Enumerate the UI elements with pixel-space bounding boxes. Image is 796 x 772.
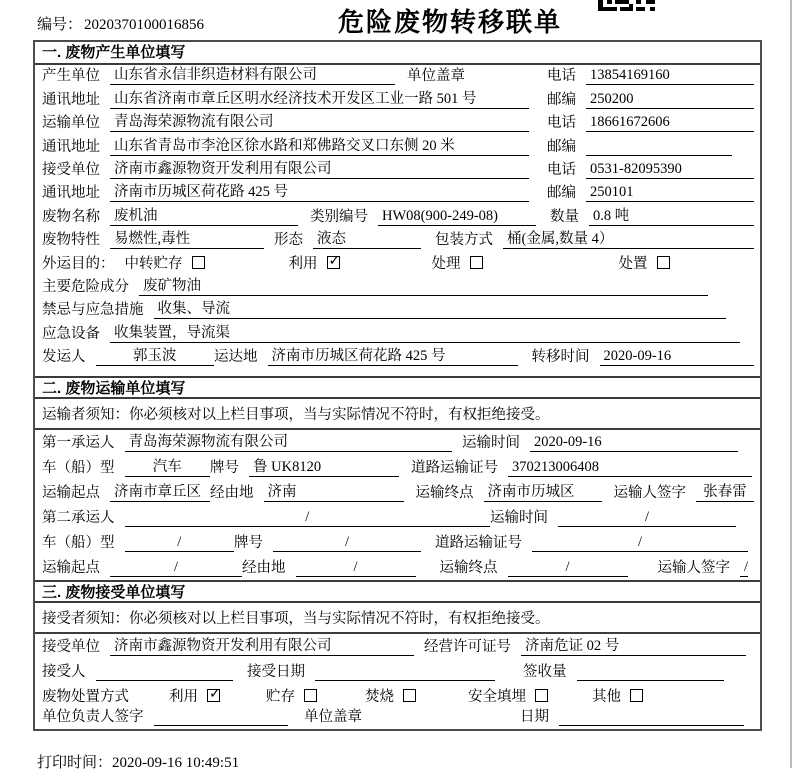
accepting-unit-row: [35, 634, 760, 659]
vehicle-row-1: [35, 455, 760, 480]
category-code-label: 类别编号: [310, 208, 368, 225]
consignor-label: 发运人: [42, 349, 86, 366]
section-2-header: 二. 废物运输单位填写: [35, 376, 760, 399]
transporter-group: [42, 110, 547, 132]
route-group-2: [42, 556, 242, 577]
disposal-option-utilize: [169, 685, 220, 706]
receiver-address-row: [35, 182, 760, 205]
second-carrier-row: [35, 505, 760, 530]
quantity-label: 数量: [550, 208, 579, 225]
taboo-measures-value: 收集、导流: [154, 297, 727, 319]
packing-label: 包装方式: [435, 232, 493, 249]
section-3-header: 三. 废物接受单位填写: [35, 580, 760, 603]
transport-time-value-2: /: [558, 509, 736, 527]
via-label-1: 经由地: [210, 485, 254, 502]
manifest-form-table: [33, 40, 762, 731]
purpose-option-utilize: [289, 252, 340, 273]
purpose-option-transfer-storage: [125, 252, 205, 273]
transport-time-value-1: 2020-09-16: [530, 434, 738, 452]
receiver-address-label: 通讯地址: [42, 185, 100, 202]
disposal-other-label: 其他: [592, 688, 621, 705]
date-value: [559, 708, 744, 726]
purpose-transfer-storage-label: 中转贮存: [124, 255, 183, 272]
purpose-option-treat: [432, 252, 483, 273]
second-carrier-label: 第二承运人: [42, 510, 115, 527]
purpose-transfer-storage-checkbox-icon: [192, 256, 205, 269]
destination-value: 济南市历城区荷花路 425 号: [268, 344, 518, 366]
unit-seal-label: 单位盖章: [407, 68, 465, 85]
packing-value: 桶(金属,数量 4）: [503, 227, 754, 249]
waste-name-group: [42, 204, 310, 226]
waste-name-value: 废机油: [110, 204, 298, 226]
hazard-component-row: [35, 276, 760, 299]
transporter-notice: 运输者须知：你必须核对以上栏目事项，当与实际情况不符时，有权拒绝接受。: [35, 399, 760, 430]
transport-time-label-1: 运输时间: [462, 435, 520, 452]
transporter-address-group: [42, 134, 547, 156]
vehicle-type-value-1: 汽车: [125, 455, 211, 477]
producer-row: [35, 65, 760, 88]
route-row-2: [35, 555, 760, 580]
acceptor-row: [35, 659, 760, 684]
vehicle-row-2: [35, 530, 760, 555]
producer-group: [42, 63, 547, 85]
transporter-zip-value: [586, 138, 732, 156]
origin-label-1: 运输起点: [42, 485, 100, 502]
via-value-2: /: [296, 559, 416, 577]
road-license-label-1: 道路运输证号: [411, 460, 498, 477]
section-3-body: [35, 634, 760, 729]
disposal-option-landfill: [468, 685, 548, 706]
print-time: [37, 751, 239, 772]
transporter-phone-label: 电话: [547, 115, 576, 132]
terminus-label-2: 运输终点: [439, 560, 498, 577]
receiver-group: [42, 157, 547, 179]
producer-address-group: [42, 87, 547, 109]
receiver-zip-label: 邮编: [547, 185, 576, 202]
section-2-body: [35, 430, 760, 580]
category-code-value: HW08(900-249-08): [378, 208, 536, 226]
acceptor-value: [96, 663, 234, 681]
waste-character-label: 废物特性: [42, 232, 100, 249]
transporter-zip-label: 邮编: [547, 138, 576, 155]
first-carrier-label: 第一承运人: [42, 435, 115, 452]
receiver-phone-label: 电话: [547, 161, 576, 178]
purpose-treat-checkbox-icon: [470, 256, 483, 269]
producer-address-label: 通讯地址: [42, 91, 100, 108]
purpose-utilize-checkbox-icon: [327, 256, 340, 269]
disposal-landfill-label: 安全填埋: [468, 688, 526, 705]
terminus-label-1: 运输终点: [415, 485, 474, 502]
producer-address-row: [35, 88, 760, 111]
hazard-component-value: 废矿物油: [139, 274, 708, 296]
accepting-unit-label: 接受单位: [42, 639, 100, 656]
second-carrier-group: [42, 506, 490, 527]
disposal-option-storage: [266, 685, 317, 706]
disposal-storage-checkbox-icon: [304, 689, 317, 702]
vehicle-group-2: [42, 531, 234, 552]
transport-purpose-label: 外运目的：: [42, 255, 115, 272]
disposal-incinerate-checkbox-icon: [403, 689, 416, 702]
road-license-value-2: /: [532, 534, 748, 552]
transfer-time-value: 2020-09-16: [600, 348, 755, 366]
form-value: 液态: [313, 227, 421, 249]
vehicle-type-label-1: 车（船）型: [42, 460, 115, 477]
consignor-group: [42, 344, 214, 366]
consignor-value: 郭玉波: [96, 344, 215, 366]
unit-seal-label-2: 单位盖章: [304, 709, 362, 726]
carrier-sign-value-1: 张春雷: [696, 480, 754, 502]
taboo-measures-label: 禁忌与应急措施: [42, 302, 144, 319]
terminus-value-1: 济南市历城区: [484, 480, 602, 502]
purpose-dispose-checkbox-icon: [657, 256, 670, 269]
road-license-value-1: 370213006408: [508, 459, 752, 477]
origin-label-2: 运输起点: [42, 560, 100, 577]
receiver-value: 济南市鑫源物资开发利用有限公司: [110, 157, 529, 179]
carrier-sign-label-1: 运输人签字: [613, 485, 686, 502]
producer-zip-label: 邮编: [547, 91, 576, 108]
section-1-body: [35, 65, 760, 376]
purpose-option-dispose: [619, 252, 670, 273]
carrier-sign-label-2: 运输人签字: [657, 560, 730, 577]
taboo-measures-row: [35, 299, 760, 322]
form-label: 形态: [274, 232, 303, 249]
disposal-utilize-checkbox-icon: [207, 689, 220, 702]
emergency-equipment-row: [35, 322, 760, 345]
accepting-unit-value: 济南市鑫源物资开发利用有限公司: [110, 634, 414, 656]
producer-phone-label: 电话: [547, 68, 576, 85]
transporter-phone-value: 18661672606: [586, 114, 754, 132]
page-edge-line: [790, 0, 792, 768]
permit-number-label: 经营许可证号: [424, 639, 511, 656]
vehicle-group-1: [42, 455, 210, 477]
purpose-utilize-label: 利用: [288, 255, 318, 272]
producer-phone-value: 13854169160: [586, 67, 754, 85]
signed-amount-label: 签收量: [523, 664, 567, 681]
disposal-storage-label: 贮存: [266, 688, 295, 705]
purpose-treat-label: 处理: [431, 255, 461, 272]
emergency-equipment-value: 收集装置，导流渠: [110, 321, 740, 343]
plate-value-1: 鲁 UK8120: [249, 455, 399, 477]
receiver-address-value: 济南市历城区荷花路 425 号: [110, 180, 529, 202]
transporter-label: 运输单位: [42, 115, 100, 132]
hazard-component-label: 主要危险成分: [42, 278, 129, 295]
print-time-value: 2020-09-16 10:49:51: [112, 755, 240, 771]
receiver-label: 接受单位: [42, 161, 100, 178]
transporter-address-row: [35, 135, 760, 158]
document-serial: [37, 13, 204, 34]
transport-time-label-2: 运输时间: [490, 510, 548, 527]
acceptor-group: [42, 660, 247, 681]
plate-label-1: 牌号: [210, 460, 239, 477]
transporter-address-value: 山东省青岛市李沧区徐水路和郑佛路交叉口东侧 20 米: [110, 134, 529, 156]
acceptor-label: 接受人: [42, 664, 86, 681]
road-license-label-2: 道路运输证号: [435, 535, 522, 552]
consignor-row: [35, 346, 760, 369]
disposal-other-checkbox-icon: [630, 689, 643, 702]
disposal-option-incinerate: [365, 685, 416, 706]
origin-value-2: /: [110, 559, 242, 577]
waste-character-value: 易燃性,毒性: [110, 227, 264, 249]
producer-value: 山东省永信非织造材料有限公司: [110, 63, 395, 85]
vehicle-type-value-2: /: [125, 534, 235, 552]
producer-zip-value: 250200: [586, 91, 754, 109]
page-title: 危险废物转移联单: [337, 7, 562, 37]
emergency-equipment-label: 应急设备: [42, 325, 100, 342]
signed-amount-value: [577, 663, 725, 681]
first-carrier-value: 青岛海荣源物流有限公司: [125, 430, 453, 452]
purpose-dispose-label: 处置: [618, 255, 648, 272]
disposal-landfill-checkbox-icon: [535, 689, 548, 702]
transporter-row: [35, 112, 760, 135]
producer-address-value: 山东省济南市章丘区明水经济技术开发区工业一路 501 号: [110, 87, 529, 109]
print-time-label: 打印时间：: [37, 755, 113, 771]
transporter-address-label: 通讯地址: [42, 138, 100, 155]
date-label: 日期: [520, 709, 549, 726]
receiver-zip-value: 250101: [586, 184, 754, 202]
section-1-header: 一. 废物产生单位填写: [35, 42, 760, 65]
vehicle-type-label-2: 车（船）型: [42, 535, 115, 552]
receiver-notice: 接受者须知：你必须核对以上栏目事项，当与实际情况不符时，有权拒绝接受。: [35, 603, 760, 634]
permit-number-value: 济南危证 02 号: [521, 634, 746, 656]
quantity-value: 0.8 吨: [589, 204, 754, 226]
waste-name-label: 废物名称: [42, 208, 100, 225]
head-signature-label: 单位负责人签字: [42, 709, 144, 726]
receiver-phone-value: 0531-82095390: [586, 161, 754, 179]
accept-date-value: [315, 663, 495, 681]
disposal-option-other: [592, 685, 643, 706]
destination-label: 运达地: [214, 349, 258, 366]
carrier-sign-value-2: /: [740, 559, 748, 577]
producer-label: 产生单位: [42, 68, 100, 85]
waste-name-row: [35, 205, 760, 228]
route-row-1: [35, 480, 760, 505]
accept-date-label: 接受日期: [247, 664, 305, 681]
serial-label: 编号：: [37, 17, 83, 33]
waste-character-group: [42, 227, 274, 249]
plate-value-2: /: [273, 534, 421, 552]
route-group-1: [42, 480, 210, 502]
via-label-2: 经由地: [242, 560, 286, 577]
disposal-utilize-label: 利用: [169, 688, 198, 705]
plate-label-2: 牌号: [234, 535, 263, 552]
second-carrier-value: /: [125, 509, 491, 527]
receiver-address-group: [42, 180, 547, 202]
head-signature-row: [35, 709, 760, 729]
terminus-value-2: /: [508, 559, 628, 577]
first-carrier-row: [35, 430, 760, 455]
head-signature-value: [154, 708, 289, 726]
transport-purpose-row: [35, 252, 760, 275]
qr-code-fragment-icon: [598, 0, 660, 11]
disposal-method-label: 废物处置方式: [42, 688, 129, 705]
via-value-1: 济南: [264, 480, 404, 502]
disposal-incinerate-label: 焚烧: [365, 688, 394, 705]
serial-number: 2020370100016856: [84, 17, 205, 33]
origin-value-1: 济南市章丘区: [110, 480, 210, 502]
head-signature-group: [42, 705, 304, 726]
waste-character-row: [35, 229, 760, 252]
transfer-time-label: 转移时间: [531, 349, 590, 366]
transporter-value: 青岛海荣源物流有限公司: [110, 110, 529, 132]
first-carrier-group: [42, 430, 462, 452]
accepting-unit-group: [42, 634, 424, 656]
receiver-row: [35, 159, 760, 182]
